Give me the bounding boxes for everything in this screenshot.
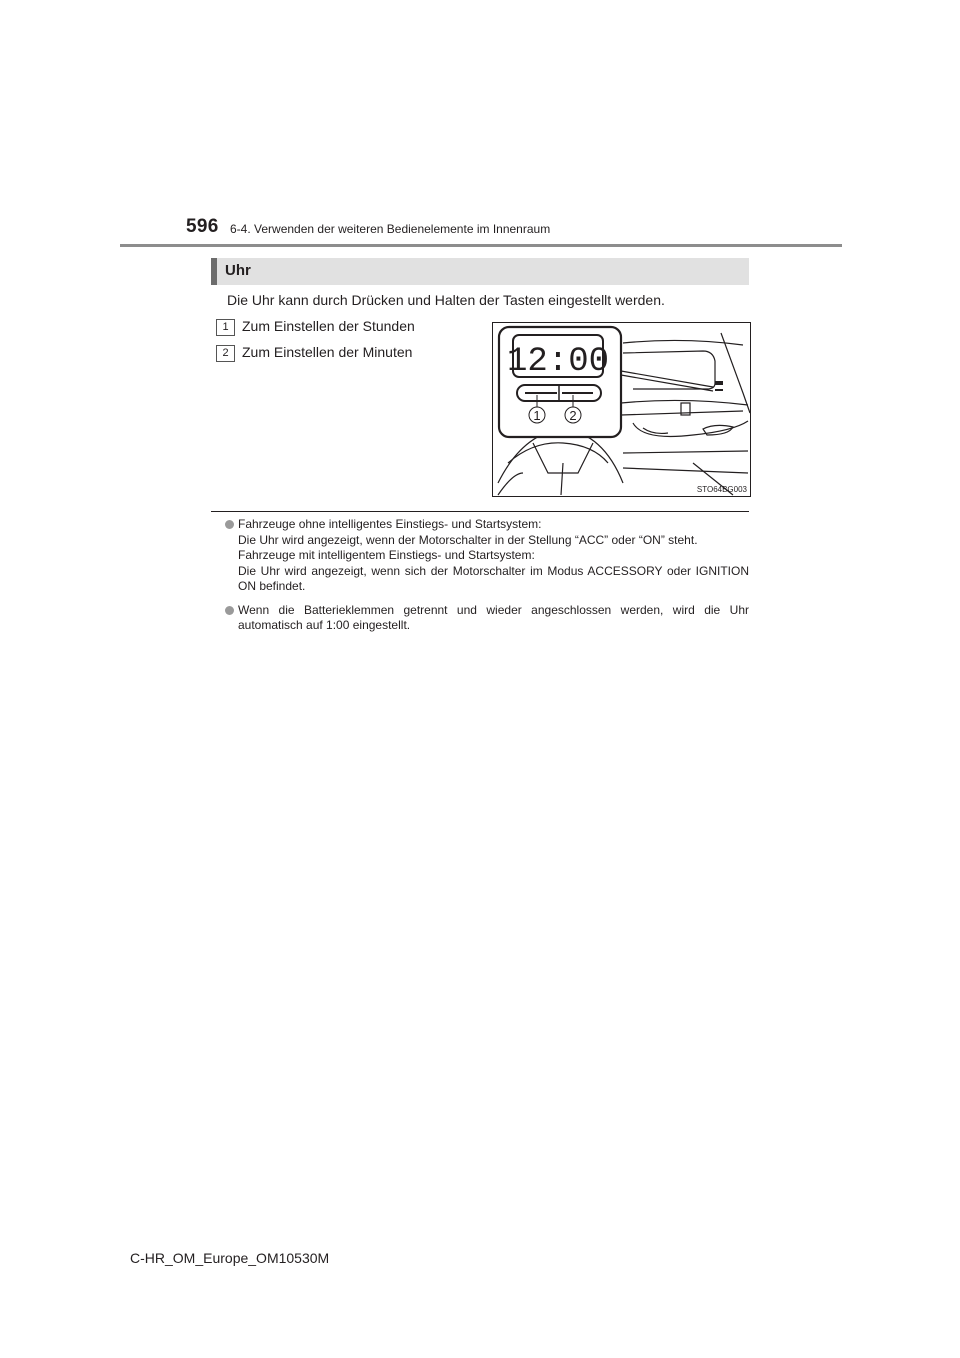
step-item-minutes: [216, 344, 413, 362]
section-heading: [211, 258, 749, 285]
bullet-icon: [225, 606, 234, 615]
dashboard-drawing: [493, 323, 750, 496]
step-number-badge: 1: [216, 319, 235, 336]
note-item: [224, 517, 749, 595]
callout-1: 1: [533, 408, 541, 423]
step-item-hours: [216, 318, 415, 336]
footer-doc-id: C-HR_OM_Europe_OM10530M: [130, 1250, 330, 1266]
section-title: Uhr: [225, 262, 251, 279]
notes-section: [224, 517, 749, 642]
note-line: Die Uhr wird angezeigt, wenn sich der Motorschalter im Modus ACCESSORY oder IGNITION ON befindet.: [238, 563, 749, 593]
step-label: Zum Einstellen der Minuten: [242, 344, 413, 360]
step-number-badge: 2: [216, 345, 235, 362]
section-marker: [211, 258, 217, 285]
note-item: [224, 603, 749, 634]
clock-display-digits: 12:00: [506, 343, 610, 381]
callout-2: 2: [569, 408, 577, 423]
notes-divider: [211, 511, 749, 512]
page-number: 596: [186, 216, 219, 237]
bullet-icon: [225, 520, 234, 529]
header-divider: [120, 244, 842, 247]
note-line: Fahrzeuge ohne intelligentes Einstiegs- und Startsystem:: [238, 517, 542, 531]
note-line: Wenn die Batterieklemmen getrennt und wieder angeschlossen werden, wird die Uhr automatisch auf 1:00 eingestellt.: [238, 602, 749, 632]
chapter-title: 6-4. Verwenden der weiteren Bedienelemente im Innenraum: [230, 222, 551, 236]
step-label: Zum Einstellen der Stunden: [242, 318, 415, 334]
intro-text: Die Uhr kann durch Drücken und Halten der Tasten eingestellt werden.: [227, 292, 665, 308]
clock-illustration: [492, 322, 751, 497]
figure-code: STO64BG003: [696, 485, 747, 494]
note-line: Die Uhr wird angezeigt, wenn der Motorschalter in der Stellung “ACC” oder “ON” steht.: [238, 532, 698, 547]
note-line: Fahrzeuge mit intelligentem Einstiegs- und Startsystem:: [238, 548, 535, 562]
